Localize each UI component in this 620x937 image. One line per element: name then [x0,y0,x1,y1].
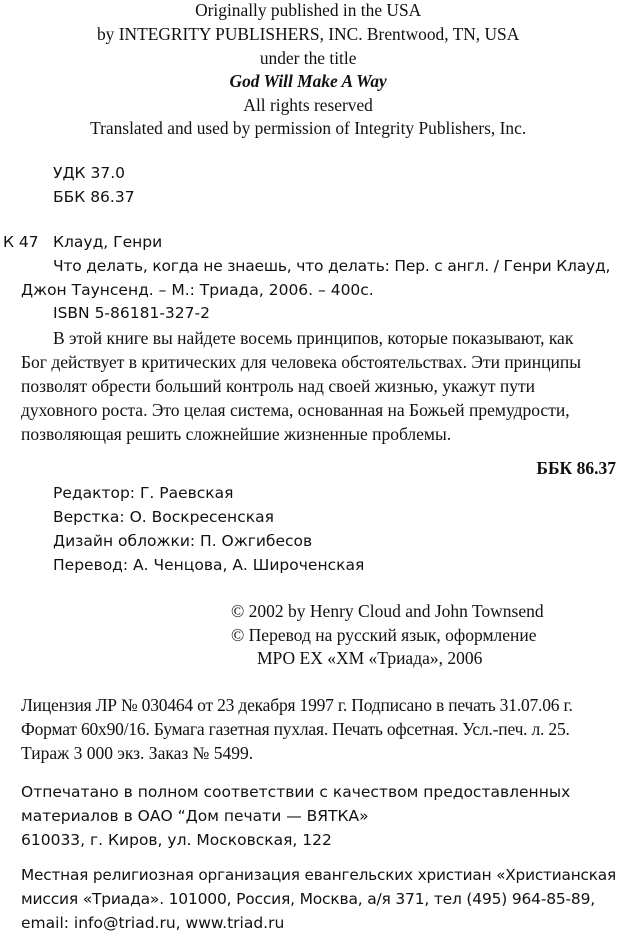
printing-line-2: материалов в ОАО “Дом печати — ВЯТКА» [21,807,369,825]
publisher-line: by INTEGRITY PUBLISHERS, INC. Brentwood, TN, USA [96,24,520,44]
bbk-right: ББК 86.37 [536,458,616,478]
editor-credit: Редактор: Г. Раевская [53,484,234,502]
bbk-code: ББК 86.37 [53,188,135,206]
annotation-line-3: позволят обрести больший контроль над своей жизнью, укажут пути [21,376,536,396]
organization-line-2: миссия «Триада». 101000, Россия, Москва, а/я 371, тел (495) 964-85-89, [21,890,595,908]
authors: Клауд, Генри [53,233,163,251]
annotation-line-5: позволяющая решить сложнейшие жизненные проблемы. [21,424,452,444]
license-line-1: Лицензия ЛР № 030464 от 23 декабря 1997 г. Подписано в печать 31.07.06 г. [21,695,573,715]
license-line-3: Тираж 3 000 экз. Заказ № 5499. [21,743,254,763]
original-title: God Will Make A Way [229,71,387,91]
organization-line-1: Местная религиозная организация евангельских христиан «Христианская [21,866,617,884]
printing-line-1: Отпечатано в полном соответствии с качеством предоставленных [21,783,571,801]
catalog-description-1: Что делать, когда не знаешь, что делать: Пер. с англ. / Генри Клауд, [53,257,611,275]
rights-line: All rights reserved [243,95,373,115]
organization-contacts[interactable]: email: info@triad.ru, www.triad.ru [21,914,285,932]
origin-line: Originally published in the USA [195,0,422,20]
license-line-2: Формат 60х90/16. Бумага газетная пухлая. Печать офсетная. Усл.-печ. л. 25. [21,719,570,739]
layout-credit: Верстка: О. Воскресенская [53,508,274,526]
copyright-line-3: МРО ЕХ «ХМ «Триада», 2006 [257,648,483,668]
isbn: ISBN 5-86181-327-2 [53,304,210,322]
copyright-line-1: © 2002 by Henry Cloud and John Townsend [231,601,544,621]
printing-line-3: 610033, г. Киров, ул. Московская, 122 [21,831,332,849]
copyright-line-2: © Перевод на русский язык, оформление [231,625,537,645]
annotation-line-4: духовного роста. Это целая система, основанная на Божьей премудрости, [21,400,570,420]
annotation-line-2: Бог действует в критических для человека обстоятельствах. Эти принципы [21,352,582,372]
annotation-line-1: В этой книге вы найдете восемь принципов, которые показывают, как [53,328,574,348]
author-mark: К 47 [3,233,39,251]
under-title-line: under the title [259,48,357,68]
translation-credit: Перевод: А. Ченцова, А. Широченская [53,556,365,574]
udk-code: УДК 37.0 [53,164,125,182]
permission-line: Translated and used by permission of Integrity Publishers, Inc. [90,118,527,138]
cover-credit: Дизайн обложки: П. Ожгибесов [53,532,313,550]
catalog-description-2: Джон Таунсенд. – М.: Триада, 2006. – 400с. [21,281,374,299]
